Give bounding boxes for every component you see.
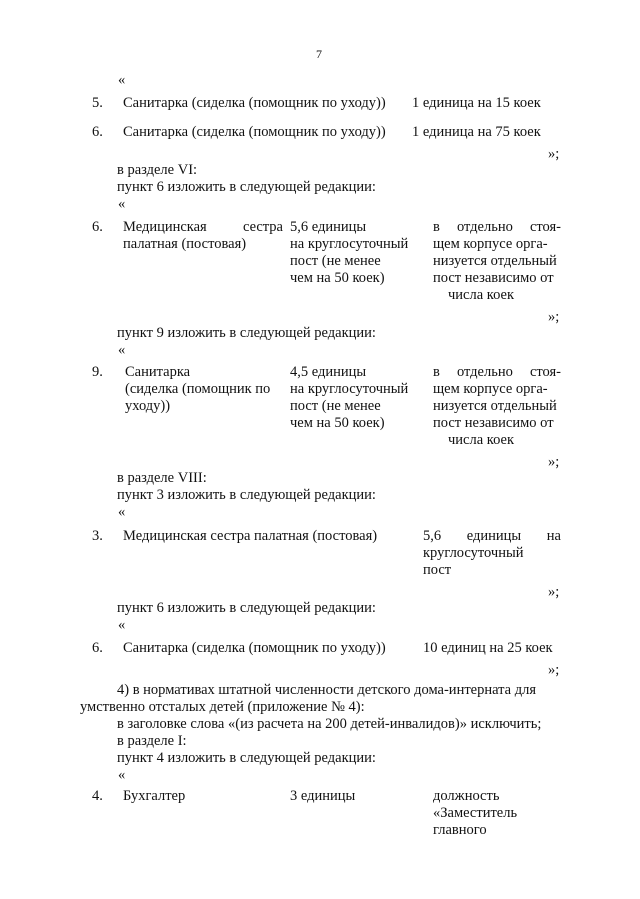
row-norm: 1 единица на 15 коек	[412, 95, 541, 111]
section-heading: в разделе VI:	[117, 162, 198, 178]
instruction-line: пункт 9 изложить в следующей редакции:	[117, 325, 376, 341]
row-position-line: уходу))	[125, 398, 171, 414]
row-position: Бухгалтер	[123, 788, 186, 804]
row-position: Санитарка (сиделка (помощник по уходу))	[123, 640, 386, 656]
row-norm-line: чем на 50 коек)	[290, 415, 385, 431]
close-quote: »;	[548, 309, 560, 325]
row-position: Санитарка (сиделка (помощник по уходу))	[123, 124, 386, 140]
row-position-line: палатная (постовая)	[123, 236, 247, 252]
instruction-line: пункт 4 изложить в следующей редакции:	[117, 750, 376, 766]
row-norm-line: пост	[423, 562, 452, 578]
page-number: 7	[316, 47, 322, 61]
row-number: 4.	[92, 788, 103, 804]
row-note-line: должность	[433, 788, 500, 804]
row-norm: 5,6 единицы на	[423, 528, 561, 544]
row-note: в отдельно стоя-	[433, 364, 561, 380]
open-quote: «	[118, 72, 126, 88]
row-position: Медицинская сестра	[123, 219, 283, 235]
row-note-line: пост независимо от	[433, 270, 554, 286]
row-note-line: «Заместитель	[433, 805, 518, 821]
row-number: 9.	[92, 364, 103, 380]
row-number: 3.	[92, 528, 103, 544]
row-note-line: пост независимо от	[433, 415, 554, 431]
row-norm-line: круглосуточный	[423, 545, 524, 561]
row-note-line: щем корпусе орга-	[433, 381, 548, 397]
section-heading: в разделе VIII:	[117, 470, 207, 486]
open-quote: «	[118, 342, 126, 358]
row-position-line: Санитарка	[125, 364, 191, 380]
open-quote: «	[118, 504, 126, 520]
row-norm-line: 5,6 единицы	[290, 219, 367, 235]
row-norm-line: на круглосуточный	[290, 236, 409, 252]
row-norm-line: чем на 50 коек)	[290, 270, 385, 286]
section-heading: в разделе I:	[117, 733, 187, 749]
row-note: в отдельно стоя-	[433, 219, 561, 235]
close-quote: »;	[548, 584, 560, 600]
row-number: 6.	[92, 124, 103, 140]
instruction-line: пункт 3 изложить в следующей редакции:	[117, 487, 376, 503]
row-note-line: числа коек	[448, 432, 515, 448]
row-norm: 1 единица на 75 коек	[412, 124, 541, 140]
row-norm-line: на круглосуточный	[290, 381, 409, 397]
close-quote: »;	[548, 454, 560, 470]
close-quote: »;	[548, 146, 560, 162]
row-note-line: щем корпусе орга-	[433, 236, 548, 252]
close-quote: »;	[548, 662, 560, 678]
row-note-line: главного	[433, 822, 487, 838]
paragraph-line: умственно отсталых детей (приложение № 4):	[80, 699, 365, 715]
row-norm-line: пост (не менее	[290, 398, 381, 414]
row-number: 6.	[92, 219, 103, 235]
instruction-line: пункт 6 изложить в следующей редакции:	[117, 179, 376, 195]
row-note-line: числа коек	[448, 287, 515, 303]
row-position: Санитарка (сиделка (помощник по уходу))	[123, 95, 386, 111]
row-norm: 3 единицы	[290, 788, 356, 804]
instruction-line: в заголовке слова «(из расчета на 200 детей-инвалидов)» исключить;	[117, 716, 542, 732]
instruction-line: пункт 6 изложить в следующей редакции:	[117, 600, 376, 616]
row-position-line: (сиделка (помощник по	[125, 381, 271, 397]
row-note-line: низуется отдельный	[433, 398, 557, 414]
row-norm: 10 единиц на 25 коек	[423, 640, 553, 656]
paragraph-line: 4) в нормативах штатной численности детского дома-интерната для	[117, 682, 537, 698]
open-quote: «	[118, 767, 126, 783]
open-quote: «	[118, 196, 126, 212]
row-norm-line: 4,5 единицы	[290, 364, 367, 380]
open-quote: «	[118, 617, 126, 633]
row-position: Медицинская сестра палатная (постовая)	[123, 528, 378, 544]
row-note-line: низуется отдельный	[433, 253, 557, 269]
row-number: 6.	[92, 640, 103, 656]
row-norm-line: пост (не менее	[290, 253, 381, 269]
row-number: 5.	[92, 95, 103, 111]
